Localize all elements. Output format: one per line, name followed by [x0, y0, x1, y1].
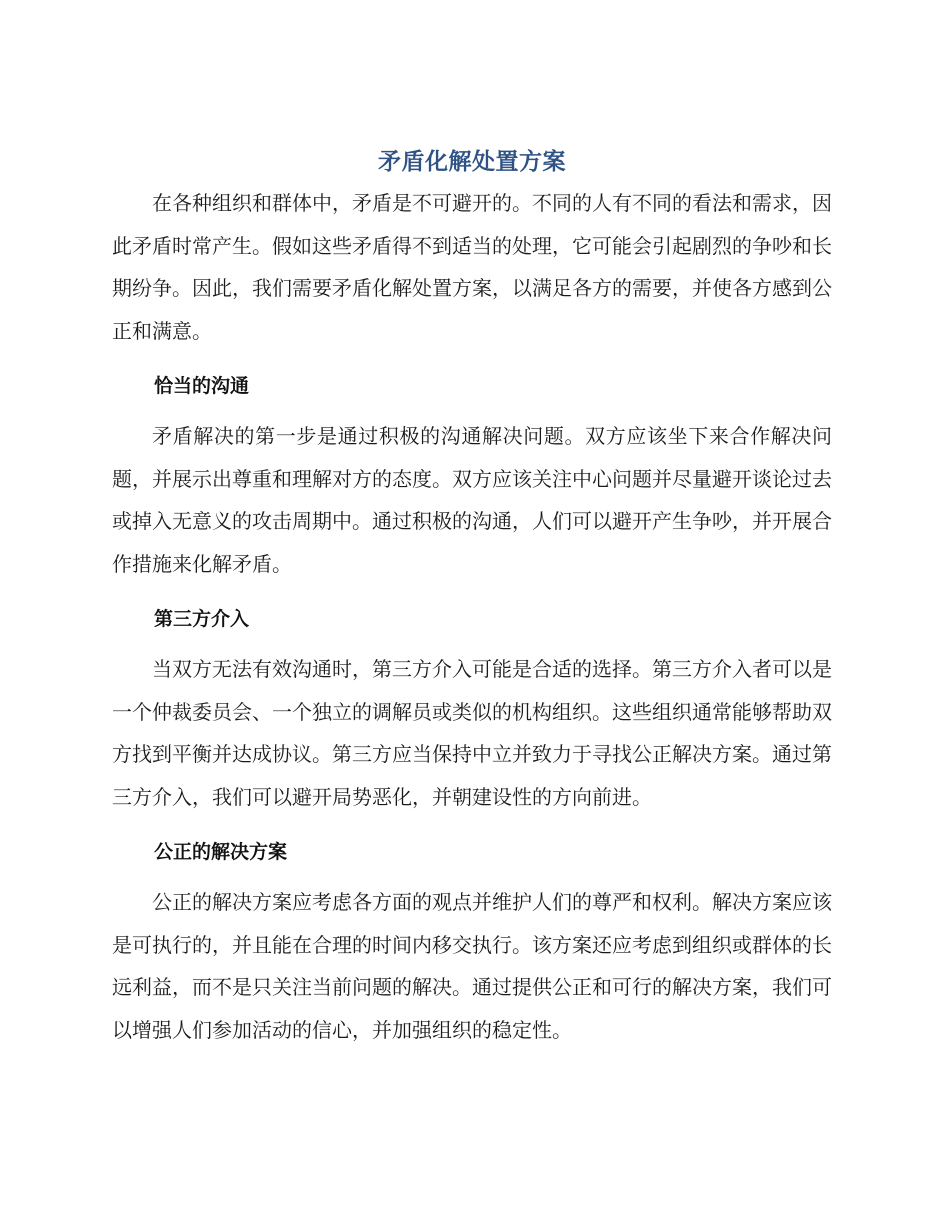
section-heading-communication: 恰当的沟通	[154, 375, 250, 397]
intro-paragraph: 在各种组织和群体中，矛盾是不可避开的。不同的人有不同的看法和需求，因此矛盾时常产生。假如这些矛盾得不到适当的处理，它可能会引起剧烈的争吵和长期纷争。因此，我们需要矛盾化解处置方案，以满足各方的需要，并使各方感到公正和满意。	[112, 191, 832, 343]
document-title: 矛盾化解处置方案	[378, 149, 566, 175]
document-page	[112, 142, 832, 1051]
section-heading-third-party: 第三方介入	[154, 608, 250, 630]
section-heading-fair-solution: 公正的解决方案	[154, 841, 288, 863]
section-body-third-party: 当双方无法有效沟通时，第三方介入可能是合适的选择。第三方介入者可以是一个仲裁委员会、一个独立的调解员或类似的机构组织。这些组织通常能够帮助双方找到平衡并达成协议。第三方应当保持中立并致力于寻找公正解决方案。通过第三方介入，我们可以避开局势恶化，并朝建设性的方向前进。	[112, 657, 832, 809]
section-body-fair-solution: 公正的解决方案应考虑各方面的观点并维护人们的尊严和权利。解决方案应该是可执行的，并且能在合理的时间内移交执行。该方案还应考虑到组织或群体的长远利益，而不是只关注当前问题的解决。通过提供公正和可行的解决方案，我们可以增强人们参加活动的信心，并加强组织的稳定性。	[112, 890, 832, 1042]
section-body-communication: 矛盾解决的第一步是通过积极的沟通解决问题。双方应该坐下来合作解决问题，并展示出尊重和理解对方的态度。双方应该关注中心问题并尽量避开谈论过去或掉入无意义的攻击周期中。通过积极的沟通，人们可以避开产生争吵，并开展合作措施来化解矛盾。	[112, 424, 832, 576]
